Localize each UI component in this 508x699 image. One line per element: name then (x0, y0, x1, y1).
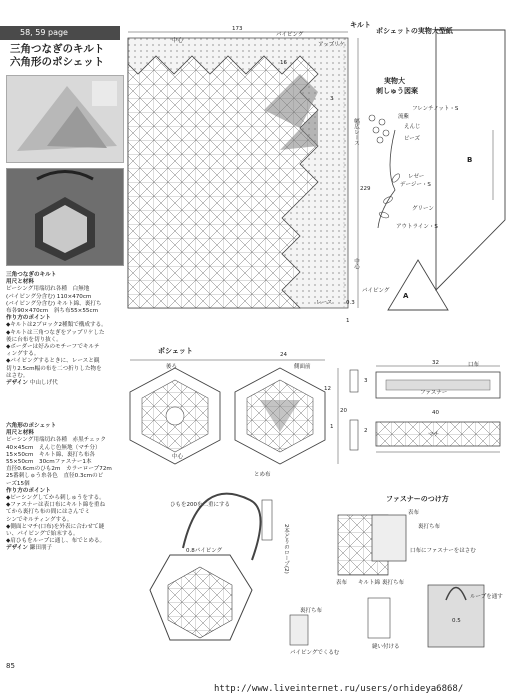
quilt-point-line: ◆キルトは三角つなぎをアップリケした (6, 329, 105, 336)
quilt-material-line: (パイピング分含む) 110×470cm (6, 293, 92, 300)
pochette-material-line: 55×50cm 30cmファスナー1本 (6, 459, 92, 466)
quilt-applique-label: アップリケ (318, 42, 345, 48)
fastener-loop-label: ループを通す (470, 594, 503, 600)
pochette-dim-1: 1 (330, 424, 334, 430)
page-number: 85 (6, 662, 15, 670)
quilt-designer: 中山しげ代 (29, 380, 58, 387)
quilt-material-line: ピーシング用端切れ各種 白無地 (6, 286, 90, 293)
pochette-point-line: シンでキルティングする。 (6, 516, 73, 523)
mouth-dim-32: 32 (432, 360, 439, 366)
pattern-label-a: A (403, 292, 409, 300)
quilt-point-line: 切り2.5cm幅の布を二つ折りした物を (6, 365, 102, 372)
quilt-materials-heading: 用尺と材料 (6, 279, 34, 286)
gusset-label: マチ (428, 432, 440, 438)
quilt-dim-3: 3 (330, 96, 334, 102)
fastener-dim-05: 0.5 (452, 618, 461, 624)
pochette-point-line: い、パイピングで始末する。 (6, 531, 79, 538)
fastener-sew-label: 縫い付ける (372, 644, 400, 650)
quilt-piping-label: パイピング (276, 32, 304, 38)
pochette-heading: 六角形のポシェット (6, 423, 57, 429)
quilt-border-label: 幅広レース (353, 118, 359, 146)
pochette-material-line: ーズ15個 (6, 480, 30, 487)
fastener-diagram-title: ファスナーのつけ方 (386, 495, 449, 503)
strap-piping-label: 0.8パイピング (186, 548, 223, 554)
quilt-height-dim: 229 (360, 186, 371, 192)
pochette-back-label: 後ろ (166, 364, 178, 370)
pochette-dim-2: 2 (364, 428, 368, 434)
pochette-material-line: 15×50cm キルト綿、裏打ち布各 (6, 451, 95, 458)
quilt-point-line: ィングする。 (6, 351, 40, 358)
pochette-point-line: ◆ファスナーは表口布にキルト綿を重ね (6, 502, 106, 509)
pochette-point-line: てから裏打ち布の間にはさんでミ (6, 509, 90, 516)
emb-label: グリーン (412, 206, 434, 212)
quilt-heading: 三角つなぎのキルト (6, 272, 57, 278)
quilt-point-line: ◆パイピングするときに、レースと観 (6, 358, 100, 365)
mouth-label: 口布 (468, 362, 480, 368)
pochette-materials-heading: 用尺と材料 (6, 430, 34, 437)
quilt-lace-label: レース (316, 300, 333, 306)
pochette-material-line: 25番刺しゅう糸各色 直径0.3cmのビ (6, 473, 104, 480)
watermark-url: http://www.liveinternet.ru/users/orhideya6868/ (214, 684, 464, 694)
emb-label: アウトライン・S (396, 224, 438, 230)
title-line2: 六角形のポシェット (10, 56, 105, 68)
pochette-dim-12: 12 (324, 386, 331, 392)
emb-label: ビーズ (404, 136, 421, 142)
quilt-width-dim: 173 (232, 26, 243, 32)
pochette-hexagons (130, 360, 338, 464)
fastener-top-label: 表布 (408, 510, 420, 516)
quilt-points-heading: 作り方のポイント (6, 315, 51, 322)
pattern-title: ポシェットの実物大型紙 (376, 27, 453, 35)
pochette-point-line: ◆ピーシングしてから刺しゅうをする。 (6, 495, 105, 502)
page-ref: 58, 59 page (20, 28, 68, 37)
fastener-quilt-label: キルト綿 (358, 580, 380, 586)
strap-rope-label: 2本どりのロープ(2) (283, 524, 289, 574)
emb-label: 流紫 (398, 114, 410, 120)
embroidery-title-1: 実物大 (384, 77, 405, 85)
fastener-label: ファスナー (420, 390, 448, 396)
fastener-cotton-label: 表布 (336, 580, 348, 586)
pochette-dim-24: 24 (280, 352, 287, 358)
pattern-label-b: B (467, 156, 473, 164)
quilt-point-line: ◆キルトは2ブロック2種類で構成する。 (6, 322, 107, 329)
strap-back-label: 裏打ち布 (300, 608, 323, 614)
gusset-strips (350, 366, 500, 452)
pochette-dim-3: 3 (364, 378, 368, 384)
quilt-center-side-label: 中心 (353, 258, 359, 269)
pochette-diagram-title: ポシェット (158, 347, 193, 355)
pochette-center-label: 中心 (172, 454, 184, 460)
pochette-design-label: デザイン (6, 545, 28, 552)
fastener-lining-label: 裏打ち布 (382, 580, 405, 586)
quilt-design-label: デザイン (6, 380, 28, 387)
quilt-center-label: 中心 (172, 38, 184, 44)
quilt-piping2-label: パイピング (362, 288, 390, 294)
quilt-material-line: (バイピング分含む) キルト綿、裏打ち (6, 300, 102, 307)
quilt-diagram-title: キルト (350, 21, 371, 29)
emb-label: フレンチノット・S (412, 106, 459, 112)
quilt-dim-1: 1 (346, 318, 350, 324)
pochette-dim-20: 20 (340, 408, 347, 414)
pochette-point-line: ◆側面とマチ(口布)を外表に合わせて縫 (6, 523, 105, 530)
strap-loop-label: とめ布 (254, 472, 271, 478)
quilt-material-line: 布各90×470cm 斜ち布55×55cm (6, 308, 99, 315)
pochette-material-line: 40×45cm えんじ色無地（マチ分） (6, 444, 101, 451)
pattern-piece (369, 30, 505, 310)
quilt-dim-03: 0.3 (346, 300, 355, 306)
gusset-dim-40: 40 (432, 410, 439, 416)
pochette-point-line: ◆肩ひもをループに通し、布でとめる。 (6, 538, 106, 545)
strap-piping-wrap-label: パイピングでくるむ (290, 650, 340, 656)
pochette-material-line: 直径0.6cmのひも2m カラーロープ72m (6, 466, 112, 473)
emb-label: えんじ (404, 124, 421, 130)
quilt-diagram (128, 32, 358, 308)
quilt-dim-16: 16 (280, 60, 287, 66)
pochette-designer: 鎌田朋子 (29, 545, 53, 552)
quilt-point-line: はさむ。 (6, 372, 29, 379)
pochette-side-label: 側面前 (294, 364, 311, 370)
fastener-insert-label: 口布にファスナーをはさむ (410, 548, 476, 554)
quilt-point-line: 後に台布を切り抜く。 (6, 336, 62, 343)
emb-label: デージー・S (400, 182, 431, 188)
embroidery-title-2: 刺しゅう図案 (376, 87, 418, 95)
pochette-points-heading: 作り方のポイント (6, 487, 51, 494)
strap-label: ひもを200を二重にする (170, 502, 230, 508)
quilt-point-line: ◆ボーダーは好みのモチーフでキルテ (6, 344, 100, 351)
emb-label: レゼー (408, 174, 425, 180)
fastener-back-label: 裏打ち布 (418, 524, 441, 530)
title-line1: 三角つなぎのキルト (10, 43, 105, 55)
pochette-material-line: ピーシング用端切れ各種 赤黒チェック (6, 437, 106, 444)
